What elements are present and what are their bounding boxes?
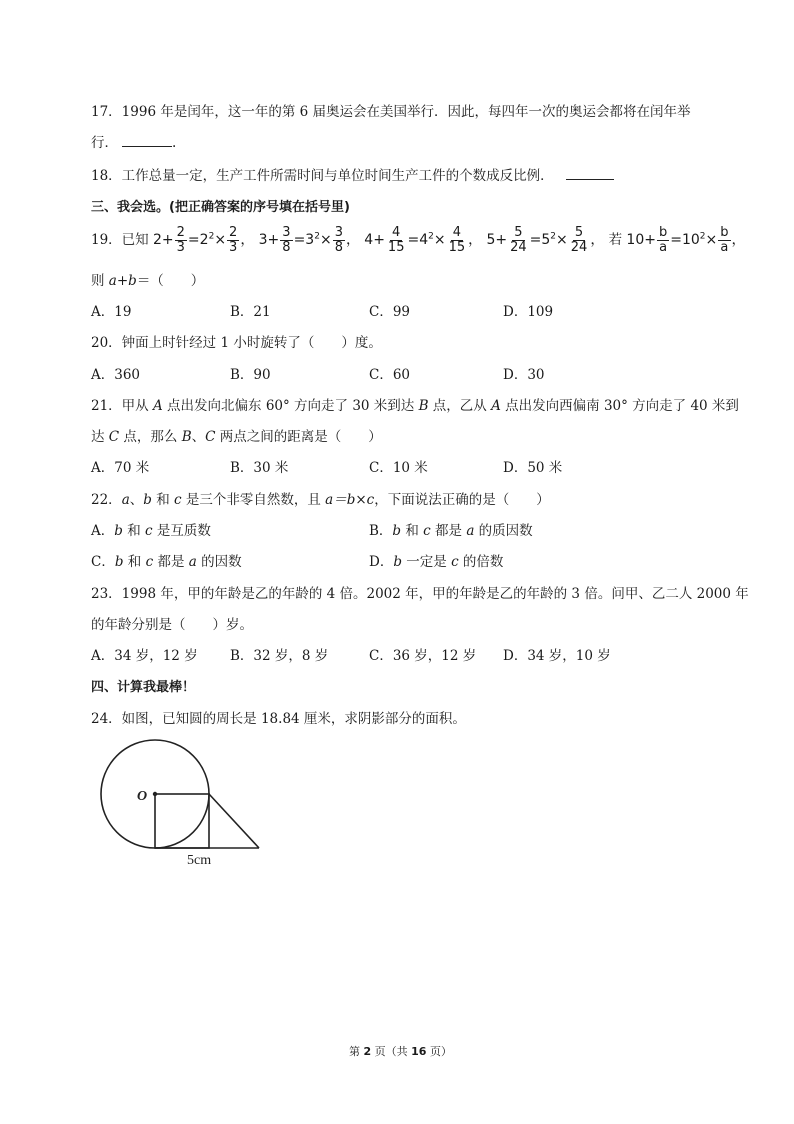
q19-eq1: 2+ $\frac{2}{3}$ $=2^2\times$ $\frac{2}{3}$ ，	[152, 225, 255, 255]
q21-option-a[interactable]: A．70 米	[91, 460, 150, 476]
q17-line2	[91, 131, 176, 151]
q22-option-c[interactable]: C．b 和 c 都是 a 的因数	[91, 554, 242, 570]
q19-option-c[interactable]: C．99	[369, 304, 411, 320]
q23-line2: 的年龄分别是（ ）岁。	[91, 617, 253, 633]
q24-text: 24．如图，已知圆的周长是 18.84 厘米，求阴影部分的面积。	[91, 711, 466, 727]
q24-label-o: O	[137, 789, 148, 804]
q24-center-dot	[153, 792, 157, 796]
q23-option-d[interactable]: D．34 岁，10 岁	[503, 648, 611, 664]
q24-figure	[95, 735, 270, 870]
q17-answer-blank[interactable]	[122, 134, 172, 147]
q19-option-b[interactable]: B．21	[230, 304, 271, 320]
q19-line1	[91, 226, 746, 254]
q18-line	[91, 164, 614, 184]
q19-eq3: 4+ $\frac{4}{15}$ $=4^2\times$ $\frac{4}{15}$ ，	[364, 225, 483, 255]
q24-triangle-hypotenuse	[209, 794, 259, 848]
q19-eq5: 10+ $\frac{b}{a}$ $=10^2\times$ $\frac{b}{a}$ ，	[626, 225, 746, 255]
q20-option-d[interactable]: D．30	[503, 367, 545, 383]
q17-end-mark: .	[172, 135, 177, 151]
q21-line1: 21．甲从 A 点出发向北偏东 60° 方向走了 30 米到达 B 点，乙从 A 点出发向西偏南 30° 方向走了 40 米到	[91, 398, 739, 414]
q19-line2: 则 a+b＝（ ）	[91, 273, 205, 289]
q19-eq4: 5+ $\frac{5}{24}$ $=5^2\times$ $\frac{5}{24}$ ，	[486, 225, 605, 255]
q22-line: 22．a、b 和 c 是三个非零自然数，且 a＝b×c，下面说法正确的是（ ）	[91, 492, 550, 508]
q20-option-a[interactable]: A．360	[91, 367, 141, 383]
q19-prefix: 19．已知	[91, 232, 149, 249]
page-footer: 第 2 页（共 16 页）	[349, 1045, 452, 1058]
q23-option-c[interactable]: C．36 岁，12 岁	[369, 648, 477, 664]
q21-option-c[interactable]: C．10 米	[369, 460, 428, 476]
q19-option-d[interactable]: D．109	[503, 304, 554, 320]
q20-text: 20．钟面上时针经过 1 小时旋转了（ ）度。	[91, 335, 382, 351]
q19-eq2: 3+ $\frac{3}{8}$ $=3^2\times$ $\frac{3}{8}$ ，	[258, 225, 360, 255]
q18-answer-blank[interactable]	[566, 167, 614, 180]
q21-option-d[interactable]: D．50 米	[503, 460, 563, 476]
q23-line1: 23．1998 年，甲的年龄是乙的年龄的 4 倍。2002 年，甲的年龄是乙的年龄的 3 倍。问甲、乙二人 2000 年	[91, 586, 749, 602]
q21-option-b[interactable]: B．30 米	[230, 460, 289, 476]
q18-text: 18．工作总量一定，生产工件所需时间与单位时间生产工件的个数成反比例．	[91, 168, 554, 184]
q17-line2-text: 行．	[91, 135, 118, 151]
q22-option-b[interactable]: B．b 和 c 都是 a 的质因数	[369, 523, 533, 539]
q24-label-length: 5cm	[187, 853, 212, 868]
section-3-title: 三、我会选。(把正确答案的序号填在括号里)	[91, 200, 350, 215]
q19-ruo: 若	[608, 232, 623, 249]
q23-option-a[interactable]: A．34 岁，12 岁	[91, 648, 198, 664]
q23-option-b[interactable]: B．32 岁，8 岁	[230, 648, 329, 664]
section-4-title: 四、计算我最棒！	[91, 680, 196, 695]
q17-line1: 17．1996 年是闰年，这一年的第 6 届奥运会在美国举行．因此，每四年一次的奥运会都将在闰年举	[91, 104, 691, 120]
q20-option-b[interactable]: B．90	[230, 367, 271, 383]
q20-option-c[interactable]: C．60	[369, 367, 411, 383]
q22-option-a[interactable]: A．b 和 c 是互质数	[91, 523, 211, 539]
q22-option-d[interactable]: D．b 一定是 c 的倍数	[369, 554, 504, 570]
q21-line2: 达 C 点，那么 B、C 两点之间的距离是（ ）	[91, 429, 382, 445]
q19-option-a[interactable]: A．19	[91, 304, 132, 320]
